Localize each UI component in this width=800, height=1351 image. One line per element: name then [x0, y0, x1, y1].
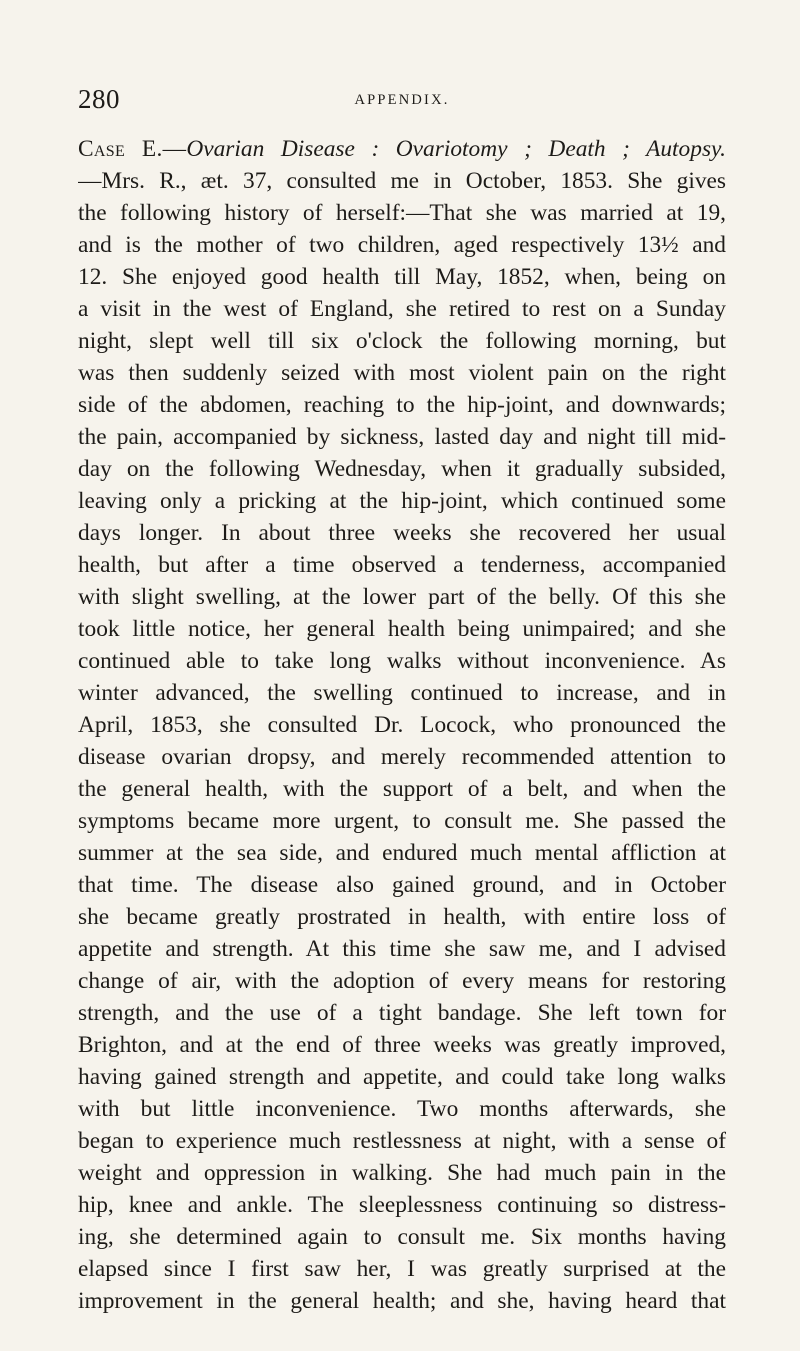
page-number: 280	[78, 84, 120, 114]
text-line: April, 1853, she consulted Dr. Locock, who pronounced the	[78, 712, 726, 738]
text-line: the pain, accompanied by sickness, lasted day and night till mid-	[78, 424, 726, 450]
text-line: and is the mother of two children, aged respectively 13½ and	[78, 232, 726, 258]
text-line: continued able to take long walks without inconvenience. As	[78, 648, 726, 674]
case-heading-line	[78, 133, 726, 165]
running-head	[78, 84, 726, 114]
text-line: weight and oppression in walking. She had much pain in the	[78, 1160, 726, 1186]
text-line: change of air, with the adoption of every means for restoring	[78, 968, 726, 994]
text-line: days longer. In about three weeks she recovered her usual	[78, 520, 726, 546]
text-line: winter advanced, the swelling continued to increase, and in	[78, 680, 726, 706]
text-line: the following history of herself:—That she was married at 19,	[78, 200, 726, 226]
text-line: leaving only a pricking at the hip-joint, which continued some	[78, 488, 726, 514]
text-line: was then suddenly seized with most violent pain on the right	[78, 360, 726, 386]
text-line: elapsed since I first saw her, I was greatly surprised at the	[78, 1256, 726, 1282]
case-paragraph	[78, 133, 726, 1317]
text-line: took little notice, her general health being unimpaired; and she	[78, 616, 726, 642]
text-line: improvement in the general health; and she, having heard that	[78, 1288, 726, 1314]
text-line: health, but after a time observed a tenderness, accompanied	[78, 552, 726, 578]
text-line: Brighton, and at the end of three weeks was greatly improved,	[78, 1032, 726, 1058]
text-line: night, slept well till six o'clock the following morning, but	[78, 328, 726, 354]
text-line: ing, she determined again to consult me. Six months having	[78, 1224, 726, 1250]
text-line: day on the following Wednesday, when it gradually subsided,	[78, 456, 726, 482]
text-line: began to experience much restlessness at night, with a sense of	[78, 1128, 726, 1154]
text-line: hip, knee and ankle. The sleeplessness continuing so distress-	[78, 1192, 726, 1218]
case-title: Ovarian Disease : Ovariotomy ; Death ; Autopsy.	[186, 136, 726, 162]
text-line: side of the abdomen, reaching to the hip-joint, and downwards;	[78, 392, 726, 418]
text-line: with slight swelling, at the lower part of the belly. Of this she	[78, 584, 726, 610]
text-line: —Mrs. R., æt. 37, consulted me in October, 1853. She gives	[78, 168, 726, 194]
text-line: she became greatly prostrated in health, with entire loss of	[78, 904, 726, 930]
text-line: symptoms became more urgent, to consult me. She passed the	[78, 808, 726, 834]
text-line: strength, and the use of a tight bandage. She left town for	[78, 1000, 726, 1026]
text-line: that time. The disease also gained ground, and in October	[78, 872, 726, 898]
text-line: a visit in the west of England, she retired to rest on a Sunday	[78, 296, 726, 322]
text-line: the general health, with the support of a belt, and when the	[78, 776, 726, 802]
case-label: Case E.—	[78, 136, 187, 162]
text-line: appetite and strength. At this time she saw me, and I advised	[78, 936, 726, 962]
text-line: 12. She enjoyed good health till May, 1852, when, being on	[78, 264, 726, 290]
text-line: summer at the sea side, and endured much mental affliction at	[78, 840, 726, 866]
text-line: having gained strength and appetite, and could take long walks	[78, 1064, 726, 1090]
running-title: APPENDIX.	[354, 92, 450, 108]
text-line: disease ovarian dropsy, and merely recommended attention to	[78, 744, 726, 770]
text-line: with but little inconvenience. Two months afterwards, she	[78, 1096, 726, 1122]
